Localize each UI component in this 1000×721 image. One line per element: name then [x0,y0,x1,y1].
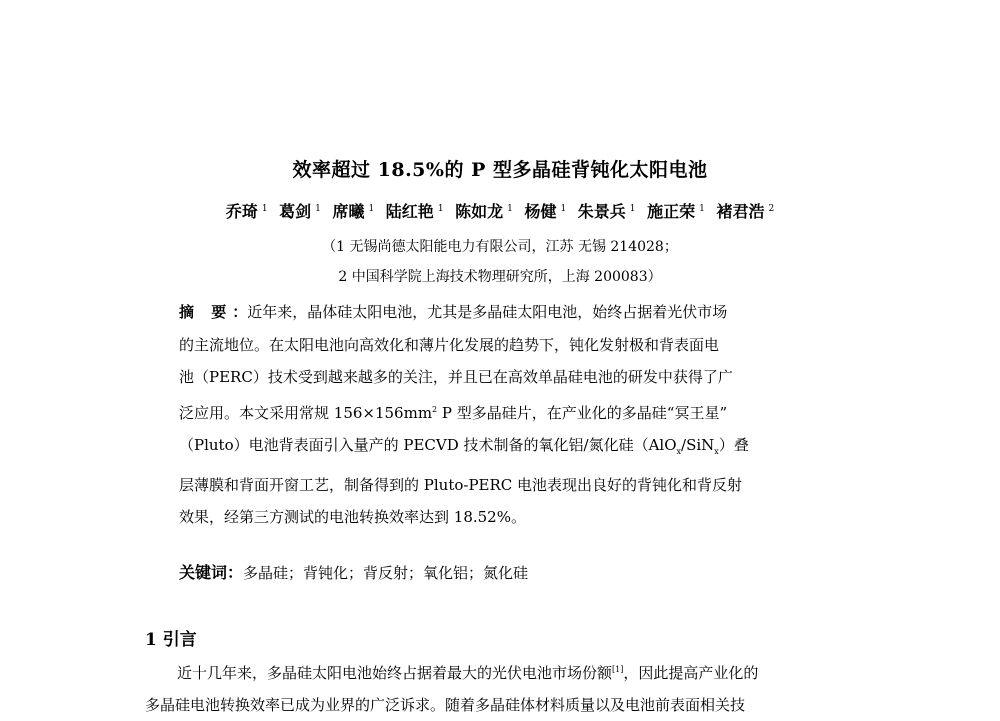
abstract-line: 泛应用。本文采用常规 $156\times 156mm^2$ P 型多晶硅片，在产业化的多晶硅“冥王星” [179,403,728,422]
keywords-text: 多晶硅；背钝化；背反射；氧化铝；氮化硅 [243,564,529,582]
abstract-line: 效果，经第三方测试的电池转换效率达到 18.52%。 [179,508,526,526]
affiliation-line-2: 2 中国科学院上海技术物理研究所，上海 200083） [338,269,662,285]
author: 陈如龙 $^1$ [455,202,513,221]
abstract-line: 层薄膜和背面开窗工艺，制备得到的 Pluto-PERC 电池表现出良好的背钝化和背反射 [179,475,743,494]
citation-ref: [1] [612,665,624,674]
author: 杨健 $^1$ [524,202,567,221]
affiliation-line-1: （1 无锡尚德太阳能电力有限公司，江苏 无锡 214028； [322,239,678,255]
abstract-line: 摘 要：近年来，晶体硅太阳电池，尤其是多晶硅太阳电池，始终占据着光伏市场 [179,303,728,321]
section-body [145,654,857,721]
abstract-line: 池（PERC）技术受到越来越多的关注，并且已在高效单晶硅电池的研发中获得了广 [179,368,733,386]
abstract [179,296,834,534]
author: 席曦 $^1$ [332,202,375,221]
keywords-label: 关键词： [179,563,244,582]
abstract-line: 的主流地位。在太阳电池向高效化和薄片化发展的趋势下，钝化发射极和背表面电 [179,335,720,354]
abstract-line: （Pluto）电池背表面引入量产的 PECVD 技术制备的氧化铝/氮化硅（AlO$_x$/SiN$_x$）叠 [179,436,749,456]
author-list [0,199,1000,222]
paper-title: 效率超过 18.5%的 P 型多晶硅背钝化太阳电池 [292,159,708,181]
body-line: 多晶硅电池转换效率已成为业界的广泛诉求。随着多晶硅体材料质量以及电池前表面相关技 [145,696,746,714]
author: 陆红艳 $^1$ [385,202,444,221]
abstract-label: 摘 要 [179,303,233,321]
section-heading: 1 引言 [145,630,197,650]
body-line: 近十几年来，多晶硅太阳电池始终占据着最大的光伏电池市场份额[1]，因此提高产业化的 [177,664,759,682]
keywords [179,560,528,583]
author: 葛剑 $^1$ [279,202,321,221]
author: 朱景兵 $^1$ [577,202,636,221]
author: 施正荣 $^1$ [647,202,705,221]
author: 褚君浩 $^2$ [716,202,775,221]
author: 乔琦 $^1$ [225,202,268,221]
